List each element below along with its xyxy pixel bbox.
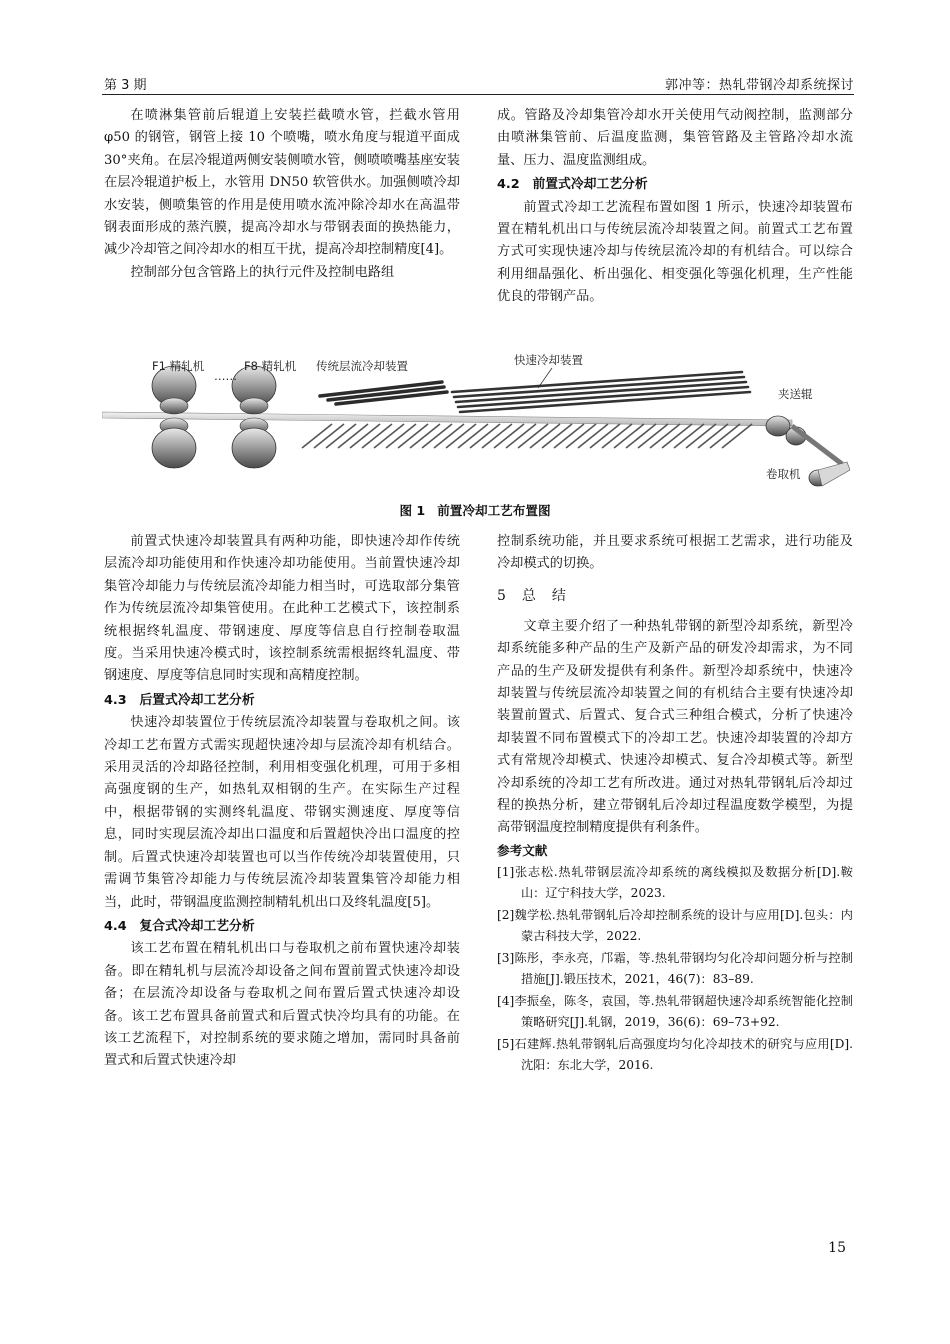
column-top-left (104, 105, 460, 284)
references-title: 参考文献 (497, 842, 548, 858)
column-bottom-left (104, 531, 460, 1073)
reference-item: [2]魏学松.热轧带钢轧后冷却控制系统的设计与应用[D].包头：内蒙古科技大学，2022. (497, 907, 853, 944)
figure-number: 图 1 (399, 503, 426, 518)
paragraph: 成。管路及冷却集管冷却水开关使用气动阀控制，监测部分由喷淋集管前、后温度监测，集管管路及主管路冷却水流量、压力、温度监测组成。 (497, 108, 853, 168)
reference-item: [5]石建辉.热轧带钢轧后高强度均匀化冷却技术的研究与应用[D].沈阳：东北大学，2016. (497, 1036, 853, 1073)
label-laminar-cooling: 传统层流冷却装置 (316, 359, 408, 373)
paragraph: 快速冷却装置位于传统层流冷却装置与卷取机之间。该冷却工艺布置方式需实现超快速冷却与层流冷却有机结合。采用灵活的冷却路径控制，利用相变强化机理，可用于多相高强度钢的生产，如热轧双相钢的生产。在实际生产过程中，根据带钢的实测终轧温度、带钢实测速度、厚度等信息，同时实现层流冷却出口温度和后置超快冷出口温度的控制。后置式快速冷却装置也可以当作传统冷却装置使用，只需调节集管冷却能力与传统层流冷却装置集管冷却能力相当，此时，带钢温度监测控制精轧机出口及终轧温度[5]。 (104, 715, 460, 910)
section-heading-4-4: 4.4 复合式冷却工艺分析 (104, 918, 255, 934)
column-top-right (497, 105, 853, 309)
reference-item: [1]张志松.热轧带钢层流冷却系统的离线模拟及数据分析[D].鞍山：辽宁科技大学，2023. (497, 864, 853, 901)
section-heading-4-2: 4.2 前置式冷却工艺分析 (497, 177, 648, 193)
section-heading-4-3: 4.3 后置式冷却工艺分析 (104, 692, 255, 708)
label-dots: …… (214, 369, 237, 383)
label-f8-mill: F8 精轧机 (244, 359, 297, 373)
figure-caption (0, 500, 950, 519)
paragraph: 控制系统功能，并且要求系统可根据工艺需求，进行功能及冷却模式的切换。 (497, 534, 853, 572)
label-f1-mill: F1 精轧机 (152, 359, 205, 373)
column-bottom-right (497, 531, 853, 1077)
paragraph: 文章主要介绍了一种热轧带钢的新型冷却系统，新型冷却系统能多种产品的生产及新产品的研发冷却需求，为不同产品的生产及研发提供有利条件。新型冷却系统中，快速冷却装置与传统层流冷却装置之间的有机结合主要有快速冷却装置前置式、后置式、复合式三种组合模式，分析了快速冷却装置不同布置模式下的冷却工艺。快速冷却装置的冷却方式有常规冷却模式、快速冷却模式、复合冷却模式等。新型冷却系统的冷却工艺有所改进。通过对热轧带钢轧后冷却过程的换热分析，建立带钢轧后冷却过程温度数学模型，为提高带钢温度控制精度提供有利条件。 (497, 618, 853, 836)
figure-caption-text: 前置冷却工艺布置图 (437, 503, 551, 518)
paragraph: 控制部分包含管路上的执行元件及控制电路组 (130, 264, 395, 280)
running-title: 郭冲等：热轧带钢冷却系统探讨 (664, 78, 854, 93)
figure-1 (102, 352, 854, 496)
paragraph: 该工艺布置在精轧机出口与卷取机之前布置快速冷却装备。即在精轧机与层流冷却设备之间布置前置式快速冷却设备；在层流冷却设备与卷取机之间布置后置式快速冷却设备。该工艺布置具备前置式和后置式快冷均具有的功能。在该工艺流程下，对控制系统的要求随之增加，需同时具备前置式和后置式快速冷却 (104, 941, 460, 1069)
page-number: 15 (828, 1240, 846, 1256)
paragraph: 在喷淋集管前后辊道上安装拦截喷水管，拦截水管用 φ50 的钢管，钢管上接 10 个喷嘴，喷水角度与辊道平面成 30°夹角。在层冷辊道两侧安装侧喷水管，侧喷喷嘴基座安装在层冷辊道护板上，水管用 DN50 软管供水。加强侧喷冷却水安装，侧喷集管的作用是使用喷水流冲除冷却水在高温带钢表面形成的蒸汽膜，提高冷却水与带钢表面的换热能力，减少冷却管之间冷却水的相互干扰，提高冷却控制精度[4]。 (104, 108, 460, 258)
label-coiler: 卷取机 (766, 467, 801, 481)
header-rule (102, 94, 854, 95)
reference-item: [3]陈彤，李永亮，邝霜，等.热轧带钢均匀化冷却问题分析与控制措施[J].锻压技术，2021，46(7)：83–89. (497, 950, 853, 987)
issue-number: 第 3 期 (104, 78, 147, 93)
process-layout-diagram (102, 352, 854, 496)
reference-list (497, 862, 853, 1077)
paragraph: 前置式快速冷却装置具有两种功能，即快速冷却作传统层流冷却功能使用和作快速冷却功能使用。当前置快速冷却集管冷却能力与传统层流冷却能力相当时，可选取部分集管作为传统层流冷却集管使用。在此种工艺模式下，该控制系统根据终轧温度、带钢速度、厚度等信息自行控制卷取温度。当采用快速冷模式时，该控制系统需根据终轧温度、带钢速度、厚度等信息同时实现和高精度控制。 (104, 534, 460, 684)
label-fast-cooling: 快速冷却装置 (514, 353, 583, 367)
paragraph: 前置式冷却工艺流程布置如图 1 所示，快速冷却装置布置在精轧机出口与传统层流冷却装置之间。前置式工艺布置方式可实现快速冷却与传统层流冷却的有机结合。可以综合利用细晶强化、析出强化、相变强化等强化机理，生产性能优良的带钢产品。 (497, 199, 853, 305)
section-heading-5: 5 总 结 (497, 587, 567, 604)
reference-item: [4]李振垒，陈冬，袁国，等.热轧带钢超快速冷却系统智能化控制策略研究[J].轧钢，2019，36(6)：69–73+92. (497, 993, 853, 1030)
label-pinch-roll: 夹送辊 (778, 387, 813, 401)
